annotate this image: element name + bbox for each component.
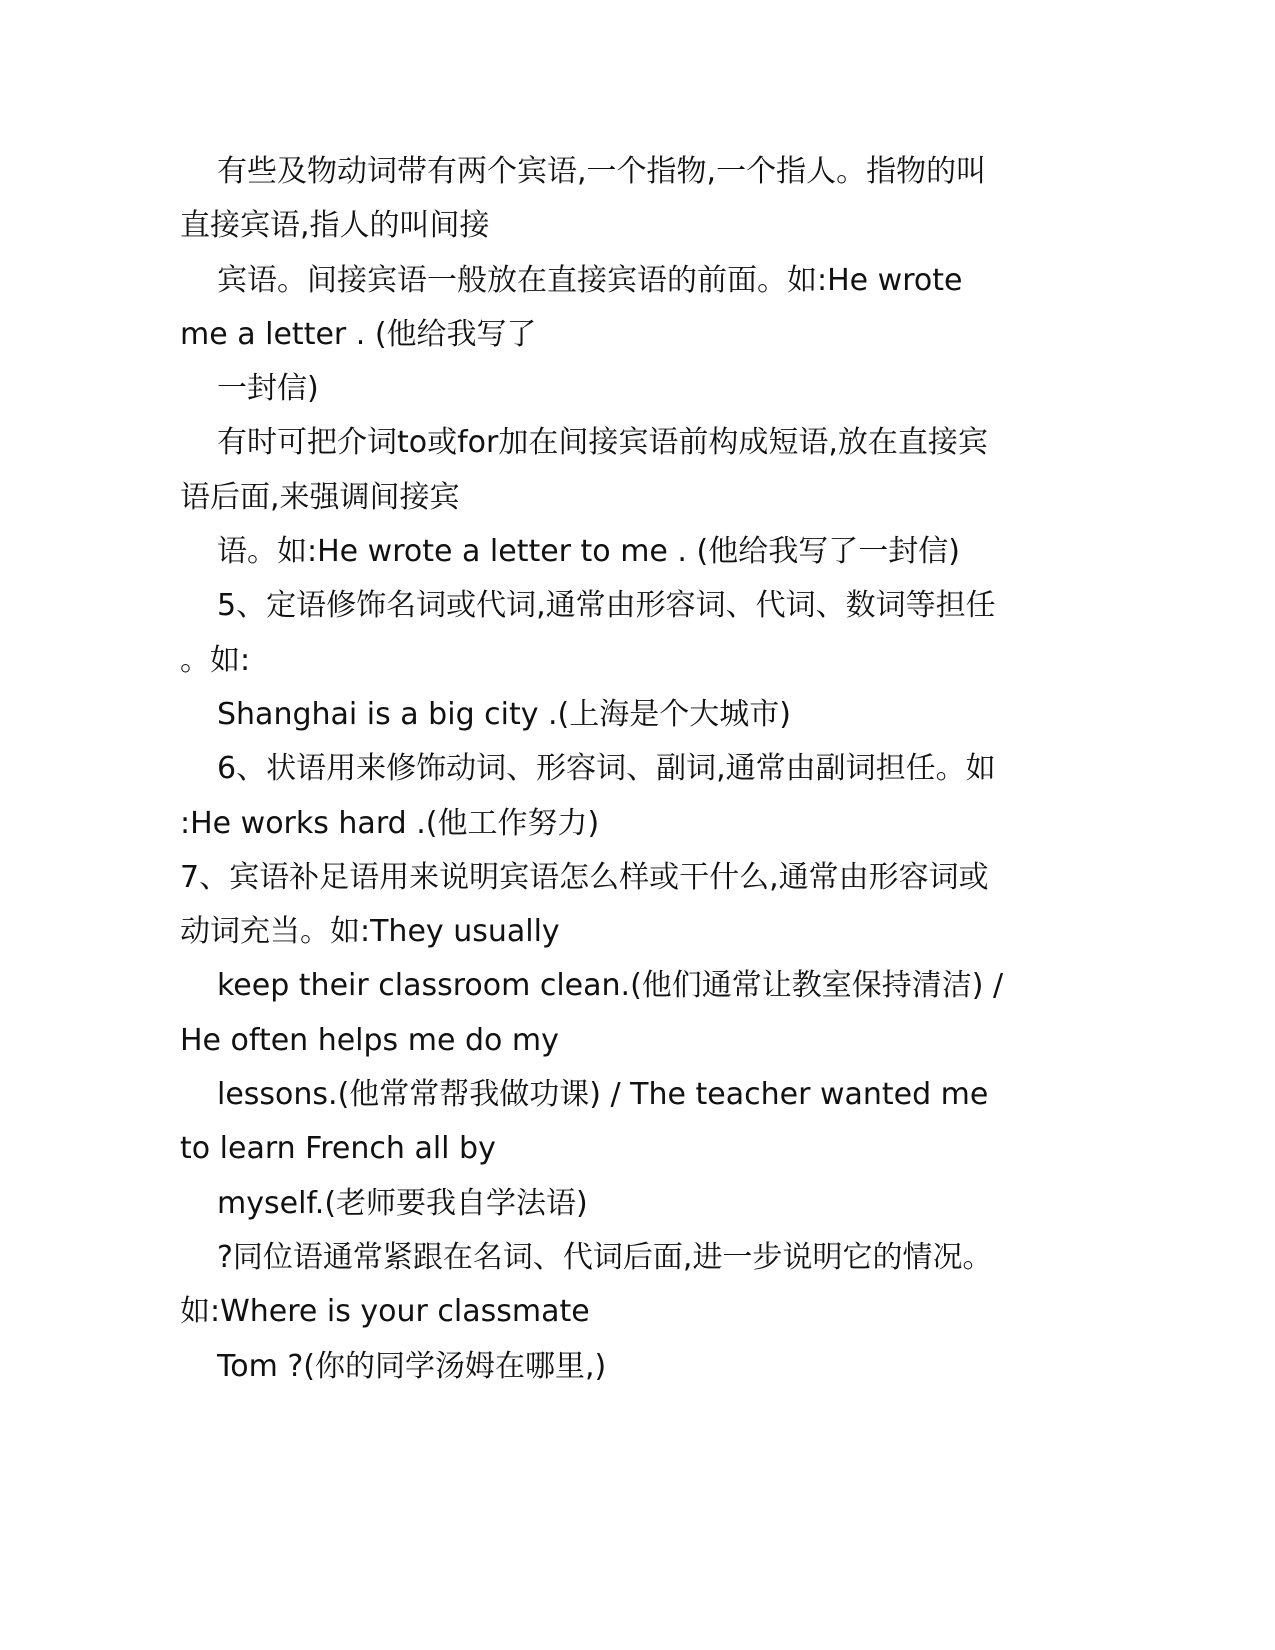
text-line: :He works hard .(他工作努力) [180, 805, 600, 841]
text-line: 5、定语修饰名词或代词,通常由形容词、代词、数词等担任 [217, 588, 996, 624]
text-line: 如:Where is your classmate [180, 1294, 590, 1330]
text-line: 有时可把介词to或for加在间接宾语前构成短语,放在直接宾 [217, 425, 988, 461]
text-line: to learn French all by [180, 1131, 496, 1167]
text-line: He often helps me do my [180, 1022, 559, 1058]
text-line: ?同位语通常紧跟在名词、代词后面,进一步说明它的情况。 [217, 1239, 993, 1275]
text-line: 语后面,来强调间接宾 [180, 479, 460, 515]
text-line: me a letter . (他给我写了 [180, 316, 537, 352]
text-line: myself.(老师要我自学法语) [217, 1185, 588, 1221]
text-line: Shanghai is a big city .(上海是个大城市) [217, 696, 791, 732]
text-line: 直接宾语,指人的叫间接 [180, 208, 490, 244]
text-line: 6、状语用来修饰动词、形容词、副词,通常由副词担任。如 [217, 751, 996, 787]
text-line: keep their classroom clean.(他们通常让教室保持清洁) / [217, 968, 1004, 1004]
text-line: 语。如:He wrote a letter to me . (他给我写了一封信) [217, 534, 960, 570]
document-body [180, 145, 1040, 1394]
text-line: 动词充当。如:They usually [180, 914, 560, 950]
text-line: 一封信) [217, 371, 319, 407]
text-line: 宾语。间接宾语一般放在直接宾语的前面。如:He wrote [217, 262, 963, 298]
text-line: lessons.(他常常帮我做功课) / The teacher wanted me [217, 1077, 989, 1113]
text-line: 7、宾语补足语用来说明宾语怎么样或干什么,通常由形容词或 [180, 859, 989, 895]
text-line: 。如: [180, 642, 251, 678]
text-line: 有些及物动词带有两个宾语,一个指物,一个指人。指物的叫 [217, 154, 987, 189]
text-line: Tom ?(你的同学汤姆在哪里,) [217, 1348, 607, 1384]
